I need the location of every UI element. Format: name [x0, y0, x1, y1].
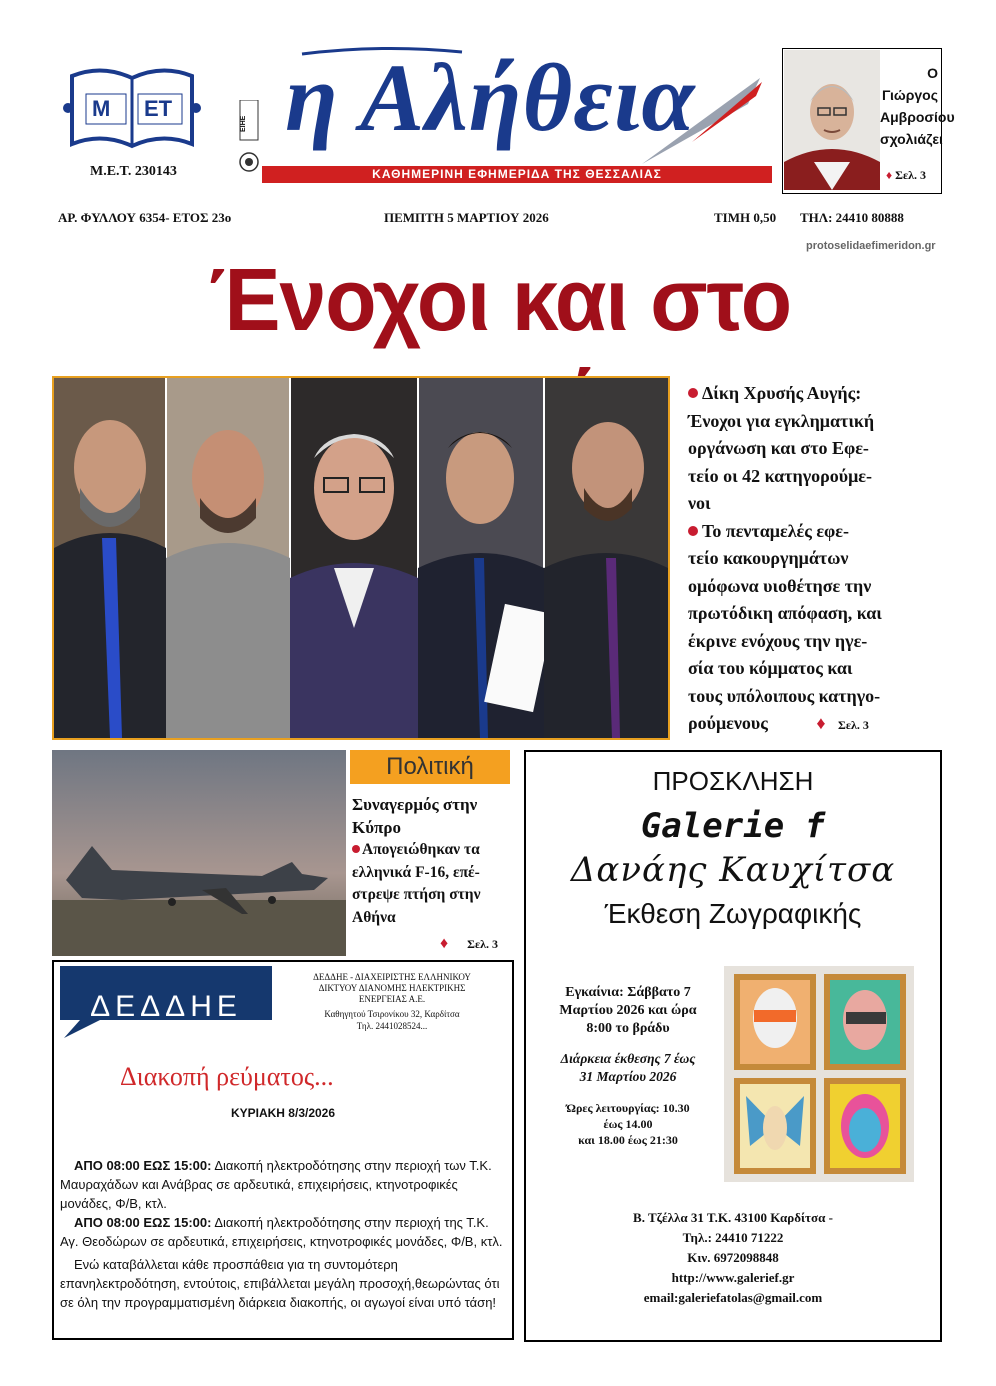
bullet-2-line: τείο κακουργημάτων: [688, 548, 849, 568]
outage-time-2: ΑΠΟ 08:00 ΕΩΣ 15:00:: [74, 1215, 212, 1230]
hours-line: Ώρες λειτουργίας: 10.30: [566, 1101, 690, 1115]
hours-line: έως 14.00: [603, 1117, 653, 1131]
outage-details: [60, 1156, 508, 1312]
main-story-photo[interactable]: [52, 376, 670, 740]
met-logo: [62, 64, 202, 156]
politics-bullet-line: ελληνικά F-16, επέ-: [352, 863, 480, 881]
gallery-address: Β. Τζέλλα 31 Τ.Κ. 43100 Καρδίτσα -: [633, 1210, 833, 1225]
outage-text-1: Διακοπή ηλεκτροδότησης στην περιοχή των Τ.Κ. Μαυραχάδων και Ανάβρας σε αρδευτικά, επιχειρήσεις, κτηνοτροφικές μονάδες, Φ/Β, κτλ.: [60, 1158, 492, 1211]
source-watermark: protoselidaefimeridon.gr: [806, 240, 936, 252]
bullet-1-line: τείο οι 42 κατηγορούμε-: [688, 465, 872, 486]
columnist-photo: [784, 50, 880, 190]
gallery-mobile[interactable]: Κιν. 6972098848: [687, 1250, 779, 1265]
opening-info: [536, 984, 720, 1038]
politics-story[interactable]: [352, 794, 514, 956]
deddie-address-line: Καθηγητού Τσιρονίκου 32, Καρδίτσα: [324, 1009, 460, 1019]
deddie-address-line: Τηλ. 2441028524...: [356, 1021, 428, 1031]
outage-time-1: ΑΠΟ 08:00 ΕΩΣ 15:00:: [74, 1158, 212, 1173]
opening-line: Μαρτίου 2026 και ώρα: [559, 1003, 697, 1018]
bullet-2-first-line: [688, 518, 943, 546]
columnist-line-2: Αμβροσίου: [880, 109, 955, 125]
bullet-1-title-line: [688, 380, 943, 408]
bullet-2-line: σία του κόμματος και: [688, 658, 853, 678]
newspaper-phone: ΤΗΛ: 24410 80888: [800, 210, 904, 225]
gallery-name: Galerie f: [640, 806, 826, 846]
outage-paragraph-1: [60, 1156, 508, 1213]
diamond-icon: ♦: [886, 168, 893, 182]
deddie-org-line: ΕΝΕΡΓΕΙΑΣ Α.Ε.: [358, 994, 426, 1004]
bullet-icon: [688, 388, 698, 398]
bullet-1-line: οργάνωση και στο Εφε-: [688, 438, 869, 458]
outage-date: ΚΥΡΙΑΚΗ 8/3/2026: [230, 1106, 336, 1120]
bullet-2-line: τους υπόλοιπους κατηγο-: [688, 685, 881, 706]
gallery-email[interactable]: email:galeriefatolas@gmail.com: [643, 1290, 823, 1305]
deddie-address: [276, 1008, 508, 1032]
met-letter-left: Μ: [92, 96, 111, 121]
deddie-org-line: ΔΕΔΔΗΕ - ΔΙΑΧΕΙΡΙΣΤΗΣ ΕΛΛΗΝΙΚΟΥ: [313, 972, 471, 982]
gallery-phone[interactable]: Τηλ.: 24410 71222: [682, 1230, 784, 1245]
politics-title-line: Κύπρο: [352, 817, 401, 837]
bullet-1-line: Ένοχοι για εγκληματική: [688, 410, 875, 431]
diamond-icon: ♦: [440, 935, 449, 952]
hours-info: [536, 1100, 720, 1148]
politics-bullet-first: Απογειώθηκαν τα: [362, 841, 480, 858]
outage-text-2: Διακοπή ηλεκτροδότησης στην περιοχή της Τ.Κ. Αγ. Θεοδώρων σε αρδευτικά, επιχειρήσεις, κτηνοτροφικές μονάδες, Φ/Β, κτλ.: [60, 1215, 503, 1249]
politics-photo[interactable]: [52, 750, 346, 956]
bullet-2-first: Το πενταμελές εφε-: [702, 520, 849, 541]
gallery-contact: [528, 1208, 938, 1308]
politics-section-label[interactable]: Πολιτική: [350, 750, 510, 784]
masthead-title: η Αλήθεια: [285, 44, 696, 151]
issue-price: ΤΙΜΗ 0,50: [714, 210, 777, 225]
bullet-2-line: ομόφωνα υιοθέτησε την: [688, 575, 872, 596]
opening-line: Εγκαίνια: Σάββατο 7: [565, 985, 691, 1000]
outage-heading: Διακοπή ρεύματος...: [120, 1062, 334, 1091]
bullet-icon: [352, 845, 360, 853]
duration-line: 31 Μαρτίου 2026: [579, 1069, 677, 1084]
outage-paragraph-2: [60, 1213, 508, 1251]
outage-paragraph-3: Ενώ καταβάλλεται κάθε προσπάθεια για τη συντομότερη επανηλεκτροδότηση, εντούτοις, επιβάλλεται μεγάλη προσοχή,θεωρώντας ότι σε όλη την προγραμματισμένη διάρκεια διακοπής, οι αγωγοί είναι υπό τάση!: [60, 1257, 500, 1310]
duration-line: Διάρκεια έκθεσης 7 έως: [560, 1051, 696, 1066]
deddie-org-line: ΔΙΚΤΥΟΥ ΔΙΑΝΟΜΗΣ ΗΛΕΚΤΡΙΚΗΣ: [318, 983, 466, 993]
masthead-subtitle: ΚΑΘΗΜΕΡΙΝΗ ΕΦΗΜΕΡΙΔΑ ΤΗΣ ΘΕΣΣΑΛΙΑΣ: [372, 167, 662, 181]
duration-info: [536, 1050, 720, 1086]
hours-line: και 18.00 έως 21:30: [578, 1133, 678, 1147]
politics-page[interactable]: Σελ. 3: [467, 937, 499, 951]
columnist-line-3: σχολιάζει: [880, 131, 943, 147]
paintings-photo[interactable]: [724, 966, 914, 1182]
main-story-summary[interactable]: [688, 380, 943, 740]
bullet-1-title: Δίκη Χρυσής Αυγής:: [702, 383, 862, 403]
columnist-line-1: Ο Γιώργος: [882, 65, 938, 103]
columnist-page: Σελ. 3: [895, 168, 926, 182]
politics-page-ref: [352, 933, 514, 956]
politics-bullet-first-line: [352, 839, 514, 862]
bullet-2-line: πρωτόδικη απόφαση, και: [688, 603, 882, 623]
exhibition-type: Έκθεση Ζωγραφικής: [604, 898, 862, 929]
invite-title: ΠΡΟΣΚΛΗΣΗ: [652, 766, 814, 796]
bullet-2-last: ρούμενους: [688, 713, 768, 733]
columnist-page-ref[interactable]: [886, 168, 926, 183]
diamond-icon: ♦: [816, 713, 826, 733]
issue-number: ΑΡ. ΦΥΛΛΟΥ 6354- ΕΤΟΣ 23ο: [58, 210, 232, 225]
politics-bullet-line: στρεψε πτήση στην: [352, 886, 481, 903]
gallery-website[interactable]: http://www.galerief.gr: [671, 1270, 795, 1285]
issue-date: ΠΕΜΠΤΗ 5 ΜΑΡΤΙΟΥ 2026: [384, 210, 549, 225]
deddie-logo-text: ΔΕΔΔΗΕ: [90, 990, 242, 1023]
opening-line: 8:00 το βράδυ: [586, 1021, 670, 1036]
deddie-org: [276, 972, 508, 1005]
politics-bullet-line: Αθήνα: [352, 908, 396, 926]
main-headline[interactable]: Ένοχοι και στο: [208, 250, 792, 349]
bullet-1-line: νοι: [688, 493, 711, 513]
columnist-caption: [880, 62, 955, 150]
main-story-page[interactable]: Σελ. 3: [838, 718, 869, 732]
politics-title-line: Συναγερμός στην: [352, 795, 478, 814]
met-letter-right: ΕΤ: [144, 96, 173, 121]
met-caption: Μ.Ε.Τ. 230143: [90, 164, 177, 179]
eihe-text: ΕΙΗΕ: [240, 115, 247, 133]
bullet-icon: [688, 526, 698, 536]
bullet-2-last-line: [688, 710, 943, 740]
artist-name: Δανάης Καυχίτσα: [570, 850, 896, 890]
bullet-2-line: έκρινε ενόχους την ηγε-: [688, 630, 868, 651]
